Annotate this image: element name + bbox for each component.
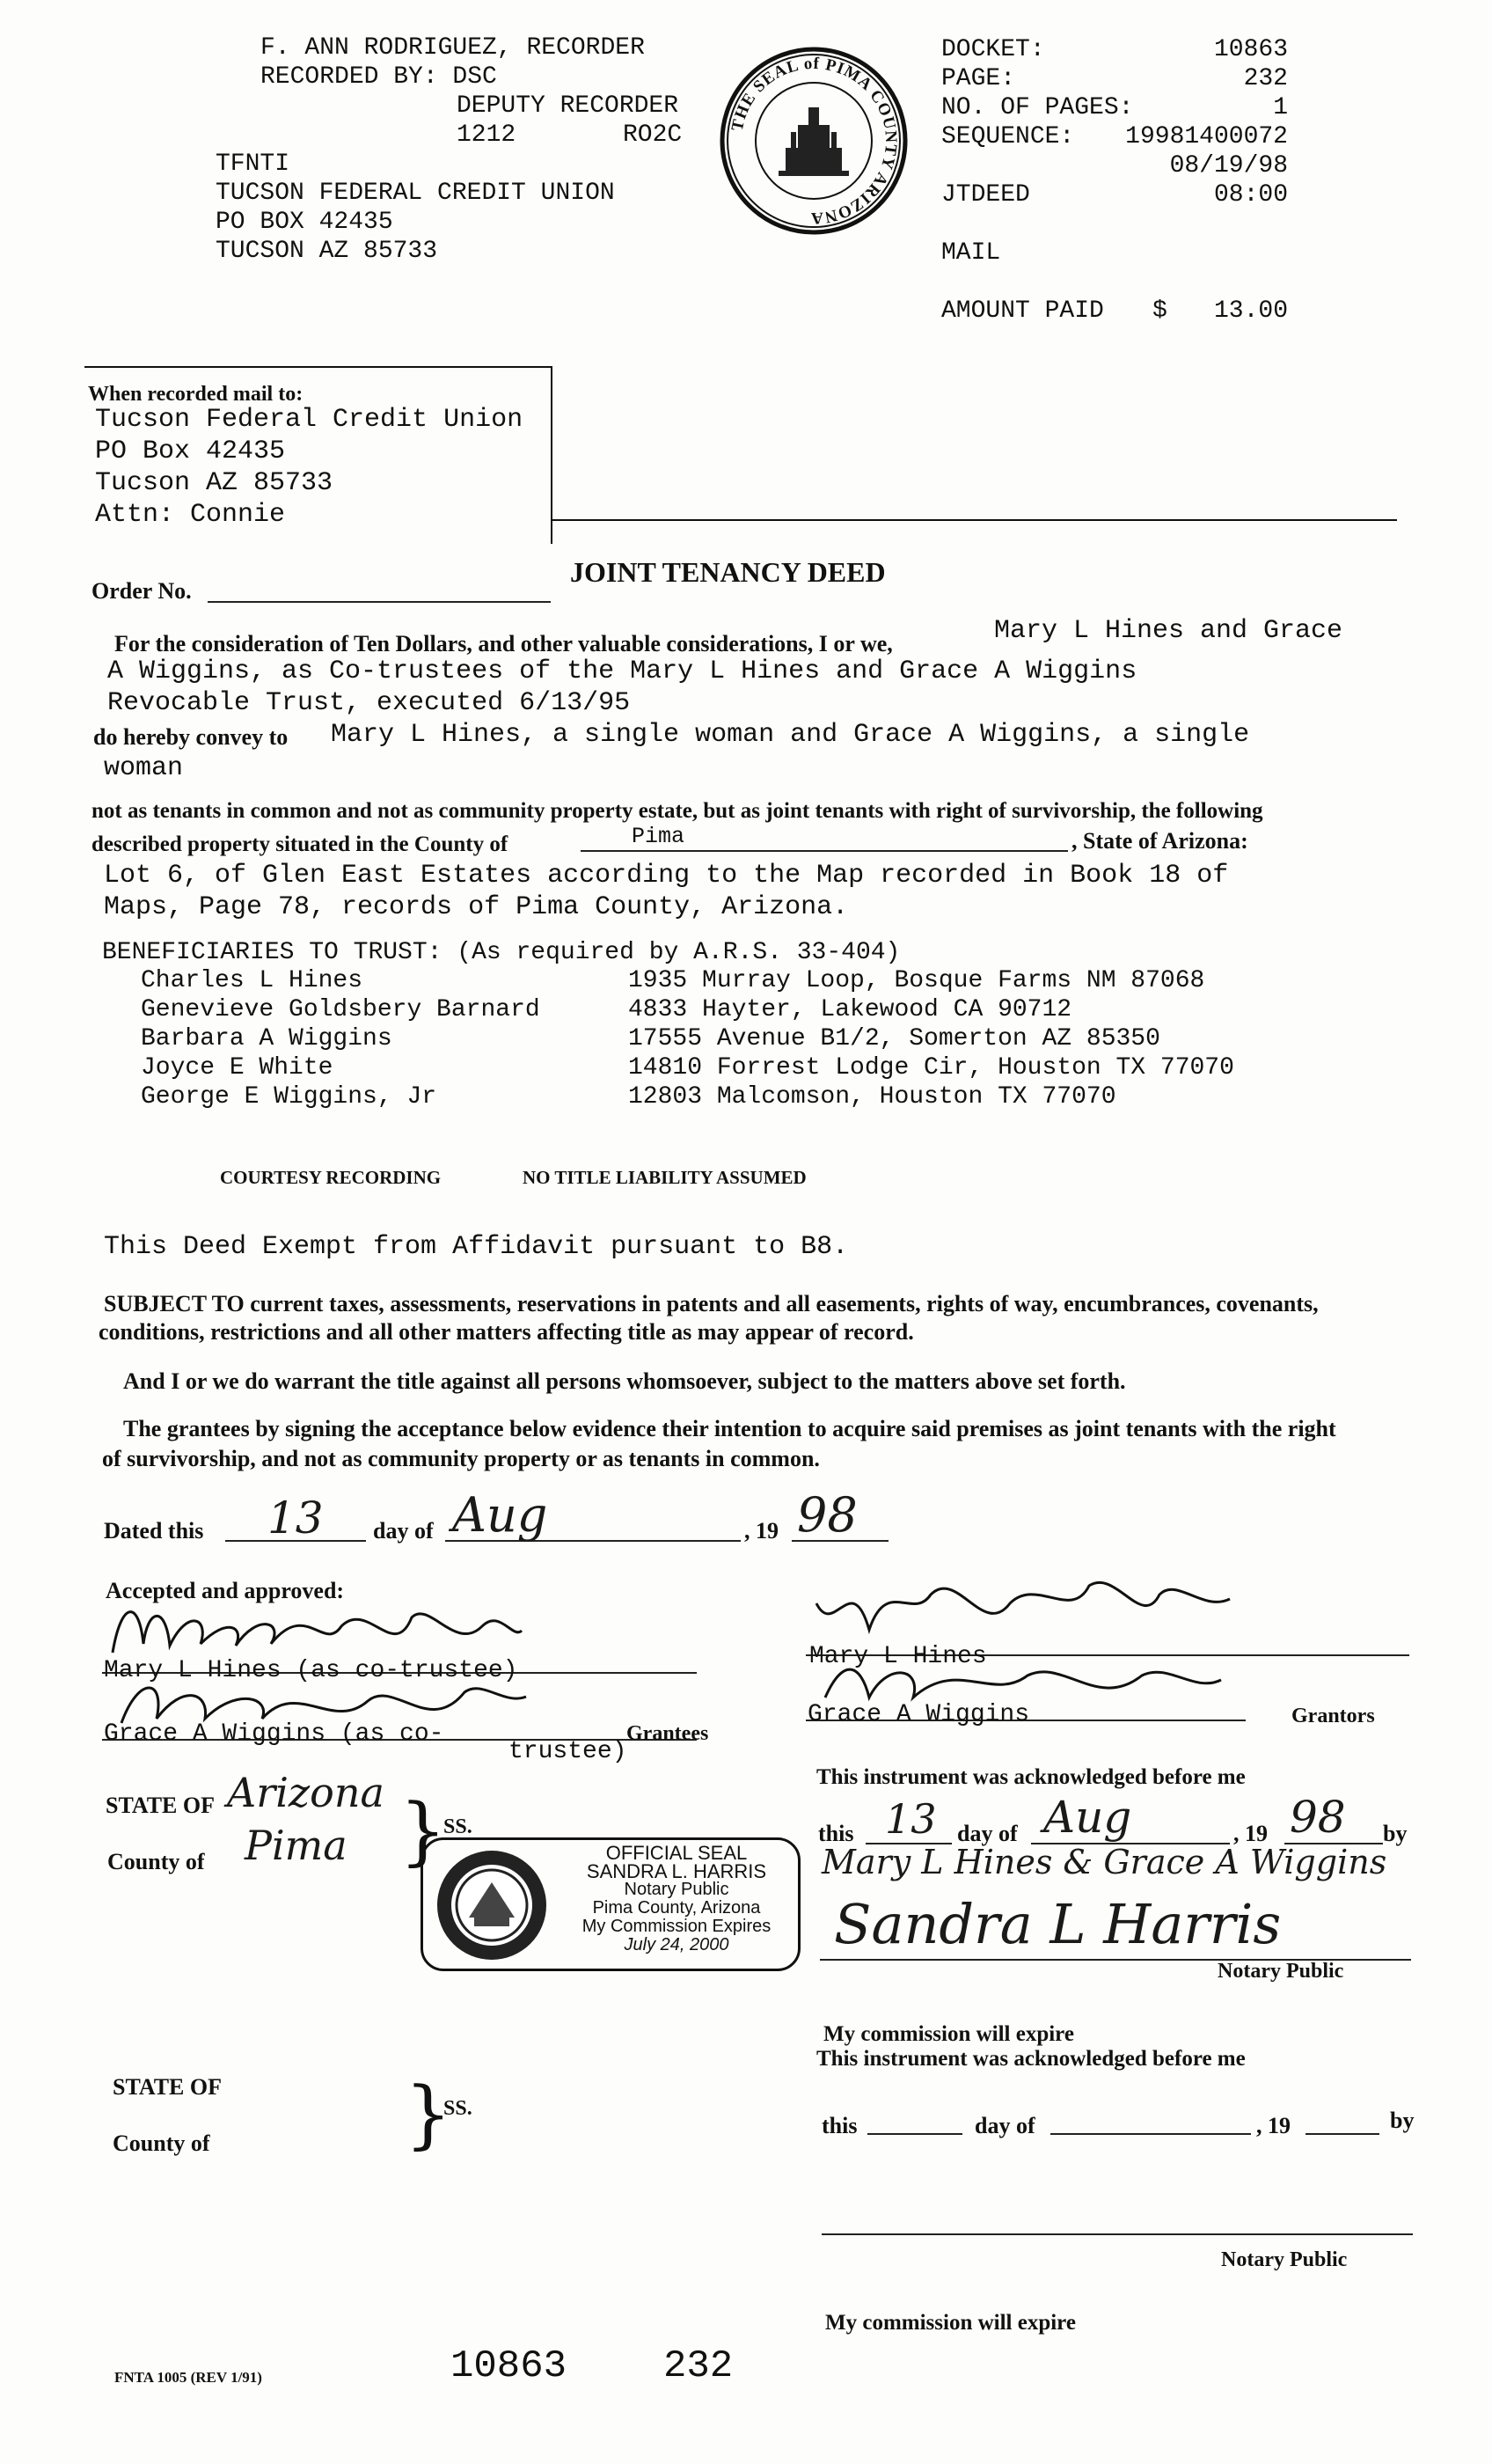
beneficiary-address: 14810 Forrest Lodge Cir, Houston TX 77070	[628, 1054, 1234, 1082]
dated-day-of-label: day of	[373, 1518, 434, 1544]
notary2-by: by	[1390, 2108, 1415, 2133]
docket-label: DOCKET:	[941, 36, 1045, 63]
beneficiary-name: Genevieve Goldsbery Barnard	[141, 996, 540, 1023]
notary2-brace: }	[405, 2071, 452, 2157]
page-value: 232	[1243, 65, 1288, 92]
grantees-clause-1: The grantees by signing the acceptance below evidence their intention to acquire said premises as joint tenants with the right	[123, 1416, 1336, 1441]
convey-lead: do hereby convey to	[93, 724, 289, 750]
dated-this-label: Dated this	[104, 1518, 204, 1544]
beneficiaries-heading: BENEFICIARIES TO TRUST: (As required by A.R.S. 33-404)	[102, 939, 901, 966]
notary1-day: 13	[885, 1795, 937, 1843]
header-divider	[551, 519, 1397, 521]
courtesy-stamp: COURTESY RECORDING	[220, 1167, 442, 1188]
notary1-year: 98	[1290, 1792, 1346, 1843]
notary1-by: by	[1383, 1821, 1408, 1846]
notary2-year-prefix: , 19	[1256, 2113, 1291, 2138]
notary2-year-line	[1306, 2133, 1379, 2135]
pages-label: NO. OF PAGES:	[941, 94, 1134, 121]
tfnti-code: TFNTI	[216, 150, 290, 178]
dated-year: 98	[797, 1487, 858, 1543]
beneficiary-name: Barbara A Wiggins	[141, 1025, 392, 1052]
no-title-stamp: NO TITLE LIABILITY ASSUMED	[523, 1167, 807, 1188]
amount-currency: $	[1152, 297, 1167, 325]
page-label: PAGE:	[941, 65, 1016, 92]
grantee-name-1: Mary L Hines (as co-trustee)	[104, 1657, 518, 1684]
dated-year-prefix: , 19	[744, 1518, 779, 1544]
notary1-day-of: day of	[957, 1821, 1018, 1846]
notary1-notary-public: Notary Public	[1218, 1960, 1344, 1983]
legal-line-2: Maps, Page 78, records of Pima County, Arizona.	[104, 892, 849, 922]
sequence-value: 19981400072	[1125, 123, 1288, 150]
mail-to-line-1: Tucson Federal Credit Union	[95, 405, 523, 435]
subject-line-1: SUBJECT TO current taxes, assessments, reservations in patents and all easements, rights of way, encumbrances, covenants,	[104, 1291, 1319, 1316]
amount-value: 13.00	[1213, 297, 1288, 325]
notary2-commission: My commission will expire	[825, 2311, 1076, 2335]
notary-seal-line-4: Pima County, Arizona	[592, 1898, 761, 1918]
notary1-this: this	[818, 1821, 854, 1846]
notary-seal-stamp	[421, 1837, 801, 1971]
recorder-code-2: RO2C	[623, 121, 683, 149]
notary2-ack: This instrument was acknowledged before me	[816, 2047, 1246, 2071]
notary2-state-label: STATE OF	[113, 2074, 223, 2100]
notary2-day-line	[867, 2133, 962, 2135]
county-value: Pima	[632, 824, 685, 849]
notary1-year-prefix: , 19	[1233, 1821, 1268, 1846]
state-seal-icon	[434, 1847, 550, 1963]
grantors-line-2: A Wiggins, as Co-trustees of the Mary L Hines and Grace A Wiggins	[107, 656, 1137, 686]
notary1-ss: SS.	[443, 1815, 472, 1838]
form-number: FNTA 1005 (REV 1/91)	[114, 2369, 262, 2386]
notary1-month: Aug	[1043, 1792, 1132, 1843]
notary1-ack: This instrument was acknowledged before me	[816, 1765, 1246, 1789]
grantors-line-3: Revocable Trust, executed 6/13/95	[107, 688, 631, 718]
grantees-label: Grantees	[626, 1722, 709, 1745]
footer-page: 232	[663, 2344, 734, 2388]
recorder-name: F. ANN RODRIGUEZ, RECORDER	[260, 34, 645, 62]
document-type: JTDEED	[941, 181, 1030, 209]
notary-seal-line-3: Notary Public	[624, 1880, 729, 1899]
mail-label: MAIL	[941, 239, 1001, 267]
grantors-line-1: Mary L Hines and Grace	[994, 616, 1343, 646]
recorder-seal	[717, 44, 911, 238]
notary2-ss: SS.	[443, 2097, 472, 2120]
warrant-clause: And I or we do warrant the title against all persons whomsoever, subject to the matters above set forth.	[123, 1368, 1126, 1394]
grantee-name-2: Grace A Wiggins (as co-	[104, 1720, 444, 1748]
legal-line-1: Lot 6, of Glen East Estates according to the Map recorded in Book 18 of	[104, 861, 1229, 891]
return-city: TUCSON AZ 85733	[216, 238, 438, 265]
notary-seal-line-6: July 24, 2000	[624, 1935, 729, 1954]
notary-seal-line-2: SANDRA L. HARRIS	[586, 1860, 767, 1882]
mail-to-line-2: PO Box 42435	[95, 436, 286, 466]
recording-time: 08:00	[1213, 181, 1288, 209]
return-name: TUCSON FEDERAL CREDIT UNION	[216, 180, 615, 207]
notary1-signature: Sandra L Harris	[834, 1892, 1282, 1956]
grantor-name-1: Mary L Hines	[809, 1643, 987, 1670]
amount-label: AMOUNT PAID	[941, 297, 1104, 325]
notary2-notary-public: Notary Public	[1221, 2248, 1348, 2271]
docket-value: 10863	[1213, 36, 1288, 63]
beneficiary-address: 4833 Hayter, Lakewood CA 90712	[628, 996, 1072, 1023]
tenancy-clause: not as tenants in common and not as community property estate, but as joint tenants with right of survivorship, the following	[91, 799, 1263, 823]
mail-to-heading: When recorded mail to:	[88, 383, 304, 406]
grantees-line-2: woman	[104, 753, 184, 783]
notary1-brace: }	[399, 1787, 447, 1874]
deed-title: JOINT TENANCY DEED	[570, 556, 886, 588]
notary2-day-of: day of	[975, 2113, 1035, 2138]
notary-seal-line-5: My Commission Expires	[581, 1917, 772, 1936]
notary1-commission: My commission will expire	[823, 2022, 1074, 2046]
county-line	[581, 850, 1068, 852]
dated-month: Aug	[452, 1487, 548, 1543]
mail-to-line-3: Tucson AZ 85733	[95, 468, 333, 498]
grantees-line-1: Mary L Hines, a single woman and Grace A Wiggins, a single	[331, 720, 1250, 750]
notary1-by-names: Mary L Hines & Grace A Wiggins	[822, 1843, 1387, 1881]
grantor-name-2: Grace A Wiggins	[808, 1701, 1030, 1728]
order-no-label: Order No.	[91, 578, 192, 604]
notary2-signature-line	[822, 2233, 1413, 2235]
grantees-clause-2: of survivorship, and not as community property or as tenants in common.	[102, 1446, 820, 1471]
beneficiary-name: George E Wiggins, Jr	[141, 1083, 437, 1111]
recorded-by: RECORDED BY: DSC	[260, 63, 497, 91]
beneficiary-address: 17555 Avenue B1/2, Somerton AZ 85350	[628, 1025, 1160, 1052]
pages-value: 1	[1273, 94, 1288, 121]
notary1-state-label: STATE OF	[106, 1793, 216, 1818]
mail-to-line-4: Attn: Connie	[95, 500, 286, 530]
dated-day: 13	[267, 1492, 324, 1544]
footer-docket: 10863	[450, 2344, 567, 2388]
beneficiary-address: 1935 Murray Loop, Bosque Farms NM 87068	[628, 967, 1205, 994]
notary2-county-label: County of	[113, 2130, 210, 2156]
state-tail: , State of Arizona:	[1071, 828, 1248, 854]
notary1-county-label: County of	[107, 1849, 205, 1874]
accepted-label: Accepted and approved:	[106, 1578, 345, 1603]
order-no-line	[208, 601, 551, 603]
sequence-label: SEQUENCE:	[941, 123, 1075, 150]
notary1-county-value: Pima	[245, 1822, 347, 1869]
notary1-state-value: Arizona	[227, 1769, 384, 1816]
notary2-month-line	[1050, 2133, 1251, 2135]
recording-date: 08/19/98	[1169, 152, 1288, 180]
return-box: PO BOX 42435	[216, 209, 393, 236]
exempt-statement: This Deed Exempt from Affidavit pursuant to B8.	[104, 1232, 849, 1262]
grantee-name-2b: trustee)	[508, 1738, 627, 1765]
notary-seal-line-1: OFFICIAL SEAL	[605, 1842, 748, 1864]
beneficiary-name: Joyce E White	[141, 1054, 333, 1082]
notary2-this: this	[822, 2113, 858, 2138]
beneficiary-address: 12803 Malcomson, Houston TX 77070	[628, 1083, 1116, 1111]
grantors-label: Grantors	[1291, 1705, 1375, 1727]
seal-building-icon	[779, 107, 849, 176]
seal-ring-text: THE SEAL of PIMA COUNTY ARIZONA	[728, 54, 901, 228]
recorder-code-1: 1212	[457, 121, 516, 149]
county-lead: described property situated in the County of	[91, 832, 508, 856]
beneficiary-name: Charles L Hines	[141, 967, 363, 994]
deputy-recorder: DEPUTY RECORDER	[457, 92, 679, 120]
subject-line-2: conditions, restrictions and all other matters affecting title as may appear of record.	[99, 1319, 914, 1345]
consideration-lead: For the consideration of Ten Dollars, and other valuable considerations, I or we,	[114, 631, 893, 656]
